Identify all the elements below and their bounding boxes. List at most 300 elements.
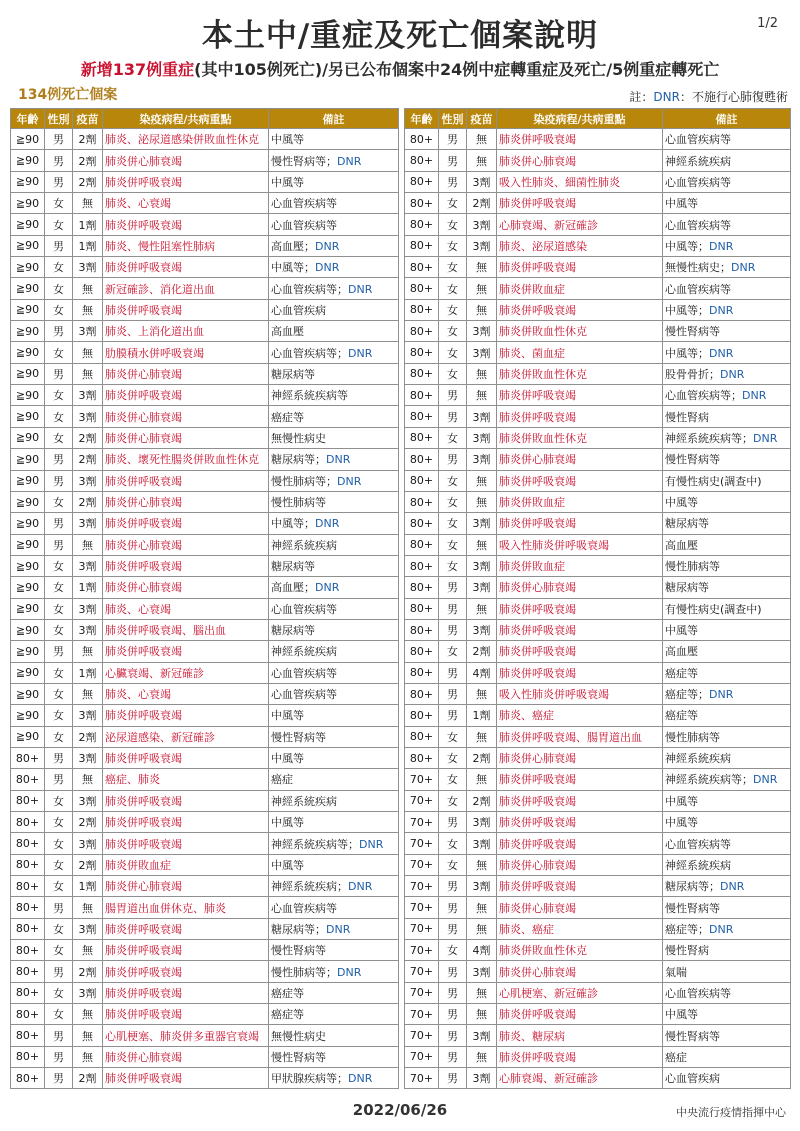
age-text: 80+ — [15, 1007, 40, 1021]
remarks-text: 心血管疾病等 — [271, 602, 337, 616]
sex-text: 女 — [447, 645, 458, 659]
dnr-badge: DNR — [742, 389, 767, 403]
remarks-cell — [269, 790, 399, 811]
age-cell — [11, 363, 45, 384]
course-cell — [497, 257, 663, 278]
sex-text: 女 — [53, 880, 64, 894]
remarks-cell — [663, 812, 791, 833]
age-text: 70+ — [409, 815, 434, 829]
remarks-cell — [269, 812, 399, 833]
sex-text: 男 — [53, 239, 64, 253]
age-cell — [11, 235, 45, 256]
vaccine-text: 2劑 — [78, 965, 97, 979]
age-text: 80+ — [15, 815, 40, 829]
remarks-text: 中風等 — [271, 816, 304, 830]
course-text: 心肌梗塞、肺炎併多重器官衰竭 — [105, 1029, 259, 1043]
vaccine-cell — [73, 1046, 103, 1067]
table-row — [11, 193, 399, 214]
age-text: 70+ — [409, 901, 434, 915]
table-row — [405, 193, 791, 214]
vaccine-text: 2劑 — [472, 794, 491, 808]
sex-cell — [439, 129, 467, 150]
sex-text: 女 — [447, 560, 458, 574]
course-cell — [103, 449, 269, 470]
table-row — [11, 257, 399, 278]
vaccine-cell — [467, 513, 497, 534]
remarks-cell — [663, 235, 791, 256]
remarks-cell — [269, 897, 399, 918]
vaccine-cell — [73, 854, 103, 875]
dnr-badge: DNR — [709, 922, 734, 936]
course-text: 肺炎併心肺衰竭 — [499, 965, 576, 979]
remarks-cell — [663, 1025, 791, 1046]
table-row — [405, 769, 791, 790]
vaccine-cell — [73, 747, 103, 768]
vaccine-text: 1劑 — [78, 218, 97, 232]
vaccine-text: 無 — [82, 367, 93, 381]
vaccine-cell — [467, 555, 497, 576]
course-cell — [497, 1068, 663, 1089]
remarks-cell — [269, 747, 399, 768]
vaccine-text: 無 — [82, 1008, 93, 1022]
age-cell — [405, 705, 439, 726]
course-cell — [497, 427, 663, 448]
age-text: ≧90 — [15, 538, 40, 552]
sex-cell — [439, 449, 467, 470]
remarks-cell — [663, 470, 791, 491]
vaccine-text: 3劑 — [472, 346, 491, 360]
vaccine-cell — [467, 747, 497, 768]
course-cell — [497, 982, 663, 1003]
sex-text: 女 — [53, 197, 64, 211]
remarks-text: 心血管疾病等； — [665, 389, 742, 403]
course-cell — [497, 812, 663, 833]
age-cell — [405, 769, 439, 790]
vaccine-cell — [467, 363, 497, 384]
vaccine-text: 3劑 — [78, 474, 97, 488]
vaccine-cell — [73, 299, 103, 320]
sex-text: 男 — [447, 880, 458, 894]
remarks-text: 慢性腎病等 — [665, 325, 720, 339]
course-text: 肺炎、癌症 — [499, 922, 554, 936]
age-cell — [11, 427, 45, 448]
vaccine-cell — [73, 555, 103, 576]
age-text: 80+ — [15, 794, 40, 808]
remarks-cell — [269, 193, 399, 214]
vaccine-cell — [467, 897, 497, 918]
remarks-cell — [663, 385, 791, 406]
course-cell — [103, 491, 269, 512]
remarks-cell — [663, 918, 791, 939]
remarks-text: 心血管疾病等 — [665, 218, 731, 232]
sex-cell — [439, 214, 467, 235]
vaccine-text: 無 — [476, 688, 487, 702]
age-text: ≧90 — [15, 559, 40, 573]
vaccine-cell — [467, 769, 497, 790]
remarks-cell — [663, 1004, 791, 1025]
age-cell — [405, 940, 439, 961]
sex-text: 女 — [53, 218, 64, 232]
table-row — [11, 342, 399, 363]
table-row — [405, 321, 791, 342]
sex-cell — [439, 193, 467, 214]
course-text: 肺炎併心肺衰竭 — [499, 453, 576, 467]
vaccine-cell — [73, 897, 103, 918]
remarks-text: 中風等； — [665, 303, 709, 317]
course-cell — [103, 406, 269, 427]
remarks-cell — [269, 278, 399, 299]
remarks-cell — [663, 619, 791, 640]
course-text: 肺炎併心肺衰竭 — [105, 496, 182, 510]
age-cell — [405, 812, 439, 833]
sex-cell — [439, 491, 467, 512]
course-cell — [103, 278, 269, 299]
age-text: ≧90 — [15, 452, 40, 466]
table-row — [405, 257, 791, 278]
age-cell — [11, 1046, 45, 1067]
vaccine-cell — [467, 833, 497, 854]
remarks-cell — [269, 363, 399, 384]
course-text: 肺炎、泌尿道感染併敗血性休克 — [105, 133, 259, 147]
remarks-cell — [269, 342, 399, 363]
remarks-cell — [269, 1046, 399, 1067]
vaccine-cell — [73, 321, 103, 342]
sex-text: 男 — [53, 325, 64, 339]
sex-text: 女 — [447, 517, 458, 531]
vaccine-text: 2劑 — [78, 730, 97, 744]
course-text: 肺炎併敗血症 — [499, 282, 565, 296]
sex-cell — [45, 854, 73, 875]
sex-text: 女 — [53, 282, 64, 296]
age-cell — [405, 1004, 439, 1025]
age-cell — [405, 513, 439, 534]
sex-cell — [45, 790, 73, 811]
course-cell — [497, 321, 663, 342]
remarks-text: 甲狀腺疾病等； — [271, 1072, 348, 1086]
table-row — [11, 598, 399, 619]
course-text: 肺炎併敗血性休克 — [499, 367, 587, 381]
course-cell — [103, 833, 269, 854]
vaccine-text: 3劑 — [78, 752, 97, 766]
vaccine-text: 4劑 — [472, 944, 491, 958]
sex-cell — [439, 470, 467, 491]
vaccine-text: 2劑 — [472, 645, 491, 659]
sex-text: 男 — [447, 709, 458, 723]
age-text: 80+ — [409, 559, 434, 573]
age-cell — [11, 513, 45, 534]
table-row — [11, 1025, 399, 1046]
age-cell — [11, 918, 45, 939]
remarks-text: 心血管疾病等 — [271, 197, 337, 211]
age-cell — [405, 214, 439, 235]
vaccine-cell — [73, 491, 103, 512]
age-cell — [11, 641, 45, 662]
age-text: ≧90 — [15, 666, 40, 680]
vaccine-cell — [467, 449, 497, 470]
remarks-text: 神經系統疾病 — [665, 154, 731, 168]
remarks-text: 高血壓 — [665, 538, 698, 552]
course-cell — [497, 769, 663, 790]
table-row — [405, 918, 791, 939]
vaccine-cell — [467, 876, 497, 897]
sex-text: 男 — [53, 538, 64, 552]
sex-text: 女 — [447, 752, 458, 766]
vaccine-text: 3劑 — [472, 410, 491, 424]
course-text: 肺炎併呼吸衰竭 — [105, 837, 182, 851]
dnr-badge: DNR — [720, 367, 745, 381]
remarks-text: 無慢性病史 — [271, 1029, 326, 1043]
vaccine-text: 1劑 — [78, 581, 97, 595]
sex-text: 女 — [53, 303, 64, 317]
vaccine-cell — [467, 214, 497, 235]
sex-text: 女 — [447, 496, 458, 510]
sex-text: 女 — [53, 986, 64, 1000]
course-cell — [103, 129, 269, 150]
remarks-cell — [269, 321, 399, 342]
age-text: ≧90 — [15, 687, 40, 701]
age-cell — [11, 726, 45, 747]
sex-text: 男 — [53, 752, 64, 766]
age-cell — [11, 598, 45, 619]
age-text: 80+ — [15, 751, 40, 765]
table-row — [11, 705, 399, 726]
course-cell — [497, 1046, 663, 1067]
vaccine-cell — [73, 790, 103, 811]
vaccine-text: 無 — [476, 261, 487, 275]
sex-cell — [439, 876, 467, 897]
table-row — [405, 577, 791, 598]
sex-cell — [439, 406, 467, 427]
sex-text: 女 — [447, 794, 458, 808]
sex-cell — [45, 150, 73, 171]
remarks-text: 慢性肺病等； — [271, 965, 337, 979]
sex-cell — [45, 342, 73, 363]
table-row — [405, 641, 791, 662]
age-cell — [11, 171, 45, 192]
dnr-badge: DNR — [348, 282, 373, 296]
vaccine-cell — [467, 577, 497, 598]
sex-text: 女 — [53, 816, 64, 830]
vaccine-text: 3劑 — [78, 261, 97, 275]
vaccine-text: 無 — [476, 922, 487, 936]
sex-text: 男 — [447, 816, 458, 830]
table-row — [405, 854, 791, 875]
age-cell — [405, 961, 439, 982]
age-text: 70+ — [409, 1050, 434, 1064]
age-text: 80+ — [409, 452, 434, 466]
table-row — [11, 513, 399, 534]
remarks-cell — [663, 534, 791, 555]
remarks-text: 無慢性病史 — [271, 431, 326, 445]
table-row — [405, 363, 791, 384]
vaccine-cell — [73, 940, 103, 961]
age-text: ≧90 — [15, 324, 40, 338]
vaccine-text: 無 — [82, 1029, 93, 1043]
table-row — [405, 1068, 791, 1089]
age-cell — [405, 1046, 439, 1067]
sex-cell — [45, 1004, 73, 1025]
remarks-text: 無慢性病史； — [665, 261, 731, 275]
table-row — [405, 235, 791, 256]
sex-text: 男 — [53, 133, 64, 147]
sex-cell — [45, 427, 73, 448]
course-text: 肺炎併呼吸衰竭 — [499, 517, 576, 531]
vaccine-text: 無 — [82, 688, 93, 702]
course-text: 肺炎併敗血症 — [105, 858, 171, 872]
vaccine-cell — [467, 598, 497, 619]
age-text: 80+ — [409, 644, 434, 658]
remarks-text: 高血壓； — [271, 581, 315, 595]
vaccine-text: 3劑 — [78, 517, 97, 531]
vaccine-cell — [467, 1046, 497, 1067]
sex-cell — [45, 513, 73, 534]
remarks-text: 中風等 — [665, 197, 698, 211]
age-text: 80+ — [409, 687, 434, 701]
course-text: 肺炎併敗血性休克 — [499, 944, 587, 958]
age-text: 70+ — [409, 1029, 434, 1043]
remarks-cell — [663, 577, 791, 598]
age-text: 80+ — [409, 346, 434, 360]
sex-text: 女 — [53, 837, 64, 851]
remarks-text: 心血管疾病等 — [271, 218, 337, 232]
course-text: 肺炎、心衰竭 — [105, 197, 171, 211]
course-text: 肺炎併心肺衰竭 — [499, 752, 576, 766]
age-text: ≧90 — [15, 260, 40, 274]
table-row — [405, 150, 791, 171]
vaccine-text: 1劑 — [78, 880, 97, 894]
table-row — [11, 491, 399, 512]
remarks-cell — [663, 747, 791, 768]
age-text: 80+ — [409, 282, 434, 296]
sex-cell — [45, 171, 73, 192]
sex-text: 男 — [53, 1050, 64, 1064]
age-cell — [405, 129, 439, 150]
sex-cell — [439, 555, 467, 576]
dnr-badge: DNR — [709, 346, 734, 360]
sex-text: 男 — [53, 453, 64, 467]
sex-cell — [439, 321, 467, 342]
sex-cell — [439, 747, 467, 768]
dnr-badge: DNR — [337, 474, 362, 488]
course-cell — [497, 619, 663, 640]
course-text: 肺炎併呼吸衰竭 — [105, 752, 182, 766]
vaccine-cell — [73, 470, 103, 491]
sex-text: 女 — [53, 346, 64, 360]
course-text: 吸入性肺炎、細菌性肺炎 — [499, 175, 620, 189]
age-text: 80+ — [409, 388, 434, 402]
sex-cell — [45, 577, 73, 598]
note-dnr: DNR — [653, 90, 680, 104]
remarks-text: 中風等 — [665, 816, 698, 830]
table-row — [11, 940, 399, 961]
table-row — [11, 641, 399, 662]
sex-text: 男 — [447, 986, 458, 1000]
course-text: 肺炎、癌症 — [499, 709, 554, 723]
vaccine-text: 無 — [82, 282, 93, 296]
vaccine-text: 無 — [476, 602, 487, 616]
course-cell — [103, 1046, 269, 1067]
sex-text: 女 — [53, 709, 64, 723]
remarks-cell — [269, 214, 399, 235]
vaccine-cell — [467, 129, 497, 150]
sex-text: 女 — [447, 346, 458, 360]
age-cell — [11, 705, 45, 726]
table-row — [405, 1046, 791, 1067]
dnr-badge: DNR — [709, 239, 734, 253]
sex-text: 男 — [447, 410, 458, 424]
vaccine-text: 3劑 — [472, 239, 491, 253]
sex-text: 男 — [53, 474, 64, 488]
course-cell — [103, 363, 269, 384]
course-text: 心肺衰竭、新冠確診 — [499, 218, 598, 232]
sex-text: 女 — [447, 944, 458, 958]
age-text: 80+ — [409, 154, 434, 168]
age-cell — [405, 150, 439, 171]
age-cell — [405, 641, 439, 662]
age-cell — [11, 299, 45, 320]
vaccine-text: 無 — [82, 901, 93, 915]
remarks-text: 心血管疾病等 — [665, 133, 731, 147]
table-row — [405, 214, 791, 235]
sex-cell — [45, 321, 73, 342]
vaccine-text: 無 — [82, 645, 93, 659]
remarks-text: 癌症 — [665, 1050, 687, 1064]
course-cell — [103, 854, 269, 875]
sex-cell — [45, 918, 73, 939]
sex-cell — [45, 833, 73, 854]
dnr-badge: DNR — [315, 261, 340, 275]
subtitle-highlight: 新增137例重症 — [80, 60, 195, 79]
sex-text: 女 — [53, 581, 64, 595]
age-cell — [405, 385, 439, 406]
vaccine-cell — [73, 812, 103, 833]
age-cell — [405, 1025, 439, 1046]
age-text: 70+ — [409, 922, 434, 936]
course-cell — [103, 598, 269, 619]
table-row — [11, 470, 399, 491]
sex-cell — [439, 1025, 467, 1046]
table-row — [405, 812, 791, 833]
course-cell — [103, 961, 269, 982]
vaccine-text: 1劑 — [78, 239, 97, 253]
remarks-cell — [663, 406, 791, 427]
vaccine-cell — [467, 171, 497, 192]
sex-cell — [45, 299, 73, 320]
table-row — [11, 406, 399, 427]
vaccine-cell — [73, 1068, 103, 1089]
col-header-vaccine: 疫苗 — [467, 109, 497, 129]
remarks-text: 高血壓 — [271, 325, 304, 339]
remarks-text: 癌症等； — [665, 688, 709, 702]
age-text: ≧90 — [15, 239, 40, 253]
table-row — [405, 940, 791, 961]
course-text: 心肌梗塞、新冠確診 — [499, 986, 598, 1000]
vaccine-text: 3劑 — [472, 175, 491, 189]
age-text: ≧90 — [15, 367, 40, 381]
age-cell — [11, 1068, 45, 1089]
course-text: 肺炎併呼吸衰竭 — [499, 624, 576, 638]
remarks-text: 心血管疾病等 — [665, 986, 731, 1000]
course-text: 肺炎併呼吸衰竭、腸胃道出血 — [499, 730, 642, 744]
vaccine-text: 3劑 — [472, 325, 491, 339]
age-text: 80+ — [15, 901, 40, 915]
age-text: 80+ — [409, 730, 434, 744]
table-row — [11, 790, 399, 811]
sex-text: 女 — [53, 560, 64, 574]
age-text: 70+ — [409, 965, 434, 979]
sex-cell — [439, 235, 467, 256]
sex-cell — [45, 193, 73, 214]
